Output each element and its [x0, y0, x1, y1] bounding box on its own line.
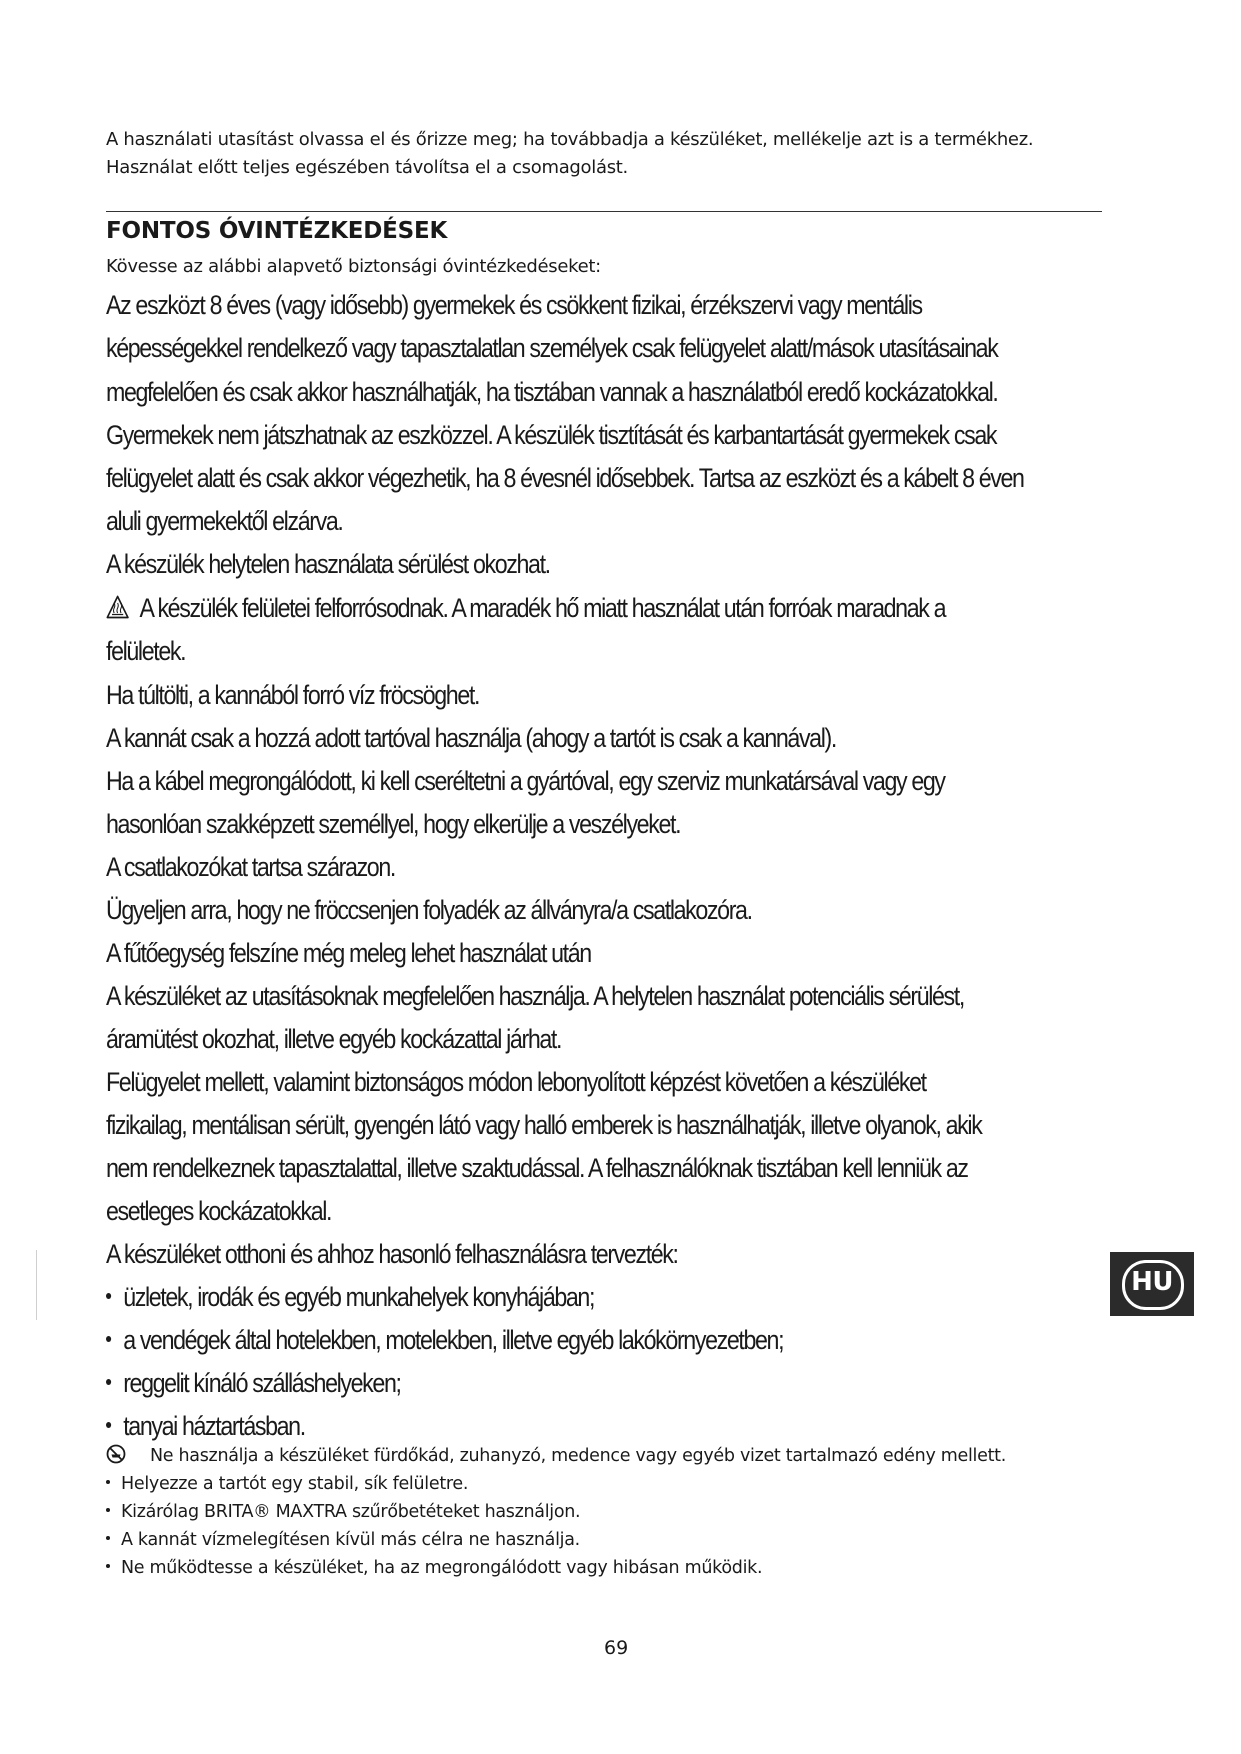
usage-bullet-text: tanyai háztartásban. — [123, 1411, 305, 1441]
small-bullet — [106, 1528, 580, 1552]
bullet-icon — [106, 1536, 110, 1540]
intro-line-2: Használat előtt teljes egészében távolítsa el a csomagolást. — [106, 157, 628, 178]
safety-line: Gyermekek nem játszhatnak az eszközzel. A készülék tisztítását és karbantartását gyermekek csak — [106, 420, 997, 450]
small-bullet — [106, 1500, 580, 1524]
no-bathtub-prohibition-icon — [106, 1444, 126, 1464]
safety-line: áramütést okozhat, illetve egyéb kockázattal járhat. — [106, 1024, 562, 1054]
hot-surface-warning — [106, 593, 945, 623]
safety-line: felületek. — [106, 636, 186, 666]
safety-line: A fűtőegység felszíne még meleg lehet használat után — [106, 938, 591, 968]
safety-line: felügyelet alatt és csak akkor végezhetik, ha 8 évesnél idősebbek. Tartsa az eszközt és a kábelt 8 éven — [106, 463, 1024, 493]
section-subtitle: Kövesse az alábbi alapvető biztonsági óvintézkedéseket: — [106, 256, 601, 277]
hot-surface-warning-icon — [106, 595, 129, 619]
small-bullet-text: A kannát vízmelegítésen kívül más célra ne használja. — [121, 1530, 580, 1550]
safety-line: Az eszközt 8 éves (vagy idősebb) gyermekek és csökkent fizikai, érzékszervi vagy mentális — [106, 290, 922, 320]
margin-line — [36, 1250, 37, 1320]
safety-line: A készüléket otthoni és ahhoz hasonló felhasználásra tervezték: — [106, 1239, 678, 1269]
bullet-icon — [106, 1508, 110, 1512]
safety-line: A készüléket az utasításoknak megfelelően használja. A helytelen használat potenciális sérülést, — [106, 981, 964, 1011]
section-title: FONTOS ÓVINTÉZKEDÉSEK — [106, 218, 448, 244]
safety-line: Felügyelet mellett, valamint biztonságos módon lebonyolított képzést követően a készüléket — [106, 1067, 926, 1097]
bullet-icon — [106, 1480, 110, 1484]
bullet-icon — [106, 1336, 111, 1342]
page-number: 69 — [604, 1637, 629, 1659]
bullet-icon — [106, 1564, 110, 1568]
safety-line: megfelelően és csak akkor használhatják, ha tisztában vannak a használatból eredő kockázatokkal. — [106, 377, 998, 407]
safety-line: hasonlóan szakképzett személlyel, hogy elkerülje a veszélyeket. — [106, 809, 681, 839]
safety-line: képességekkel rendelkező vagy tapasztalatlan személyek csak felügyelet alatt/mások utasításainak — [106, 333, 998, 363]
small-bullet-text: Helyezze a tartót egy stabil, sík felületre. — [121, 1474, 469, 1494]
safety-line: Ügyeljen arra, hogy ne fröccsenjen folyadék az állványra/a csatlakozóra. — [106, 895, 752, 925]
bullet-icon — [106, 1293, 111, 1299]
safety-line: nem rendelkeznek tapasztalattal, illetve szaktudással. A felhasználóknak tisztában kell lenniük az — [106, 1153, 968, 1183]
language-badge — [1110, 1252, 1194, 1316]
usage-bullet — [106, 1368, 401, 1398]
safety-line: A készülék helytelen használata sérülést okozhat. — [106, 549, 550, 579]
hot-surface-text: A készülék felületei felforrósodnak. A maradék hő miatt használat után forróak maradnak a — [139, 593, 946, 623]
usage-bullet-text: a vendégek által hotelekben, motelekben, illetve egyéb lakókörnyezetben; — [123, 1325, 784, 1355]
safety-line: esetleges kockázatokkal. — [106, 1196, 332, 1226]
bullet-icon — [106, 1422, 111, 1428]
safety-line: Ha túltölti, a kannából forró víz fröcsöghet. — [106, 680, 480, 710]
prohibition-text: Ne használja a készüléket fürdőkád, zuhanyzó, medence vagy egyéb vizet tartalmazó edény mellett. — [150, 1446, 1006, 1466]
intro-text — [106, 126, 1106, 182]
section-divider — [106, 211, 1102, 212]
safety-line: A csatlakozókat tartsa szárazon. — [106, 852, 395, 882]
bullet-icon — [106, 1379, 111, 1385]
intro-line-1: A használati utasítást olvassa el és őrizze meg; ha továbbadja a készüléket, mellékelje azt is a termékhez. — [106, 129, 1034, 150]
prohibition-note — [106, 1444, 1006, 1468]
usage-bullet — [106, 1411, 305, 1441]
safety-line: aluli gyermekektől elzárva. — [106, 506, 343, 536]
small-bullet — [106, 1472, 468, 1496]
small-bullet-text: Ne működtesse a készüléket, ha az megrongálódott vagy hibásan működik. — [121, 1558, 763, 1578]
usage-bullet — [106, 1282, 594, 1312]
usage-bullet-text: üzletek, irodák és egyéb munkahelyek konyhájában; — [123, 1282, 595, 1312]
usage-bullet-text: reggelit kínáló szálláshelyeken; — [123, 1368, 401, 1398]
usage-bullet — [106, 1325, 783, 1355]
safety-line: fizikailag, mentálisan sérült, gyengén látó vagy halló emberek is használhatják, illetve olyanok, akik — [106, 1110, 982, 1140]
safety-line: A kannát csak a hozzá adott tartóval használja (ahogy a tartót is csak a kannával). — [106, 723, 836, 753]
small-bullet-text: Kizárólag BRITA® MAXTRA szűrőbetéteket használjon. — [121, 1502, 581, 1522]
safety-line: Ha a kábel megrongálódott, ki kell cseréltetni a gyártóval, egy szerviz munkatársával vagy egy — [106, 766, 945, 796]
small-bullet — [106, 1556, 762, 1580]
language-badge-label: HU — [1131, 1267, 1173, 1297]
